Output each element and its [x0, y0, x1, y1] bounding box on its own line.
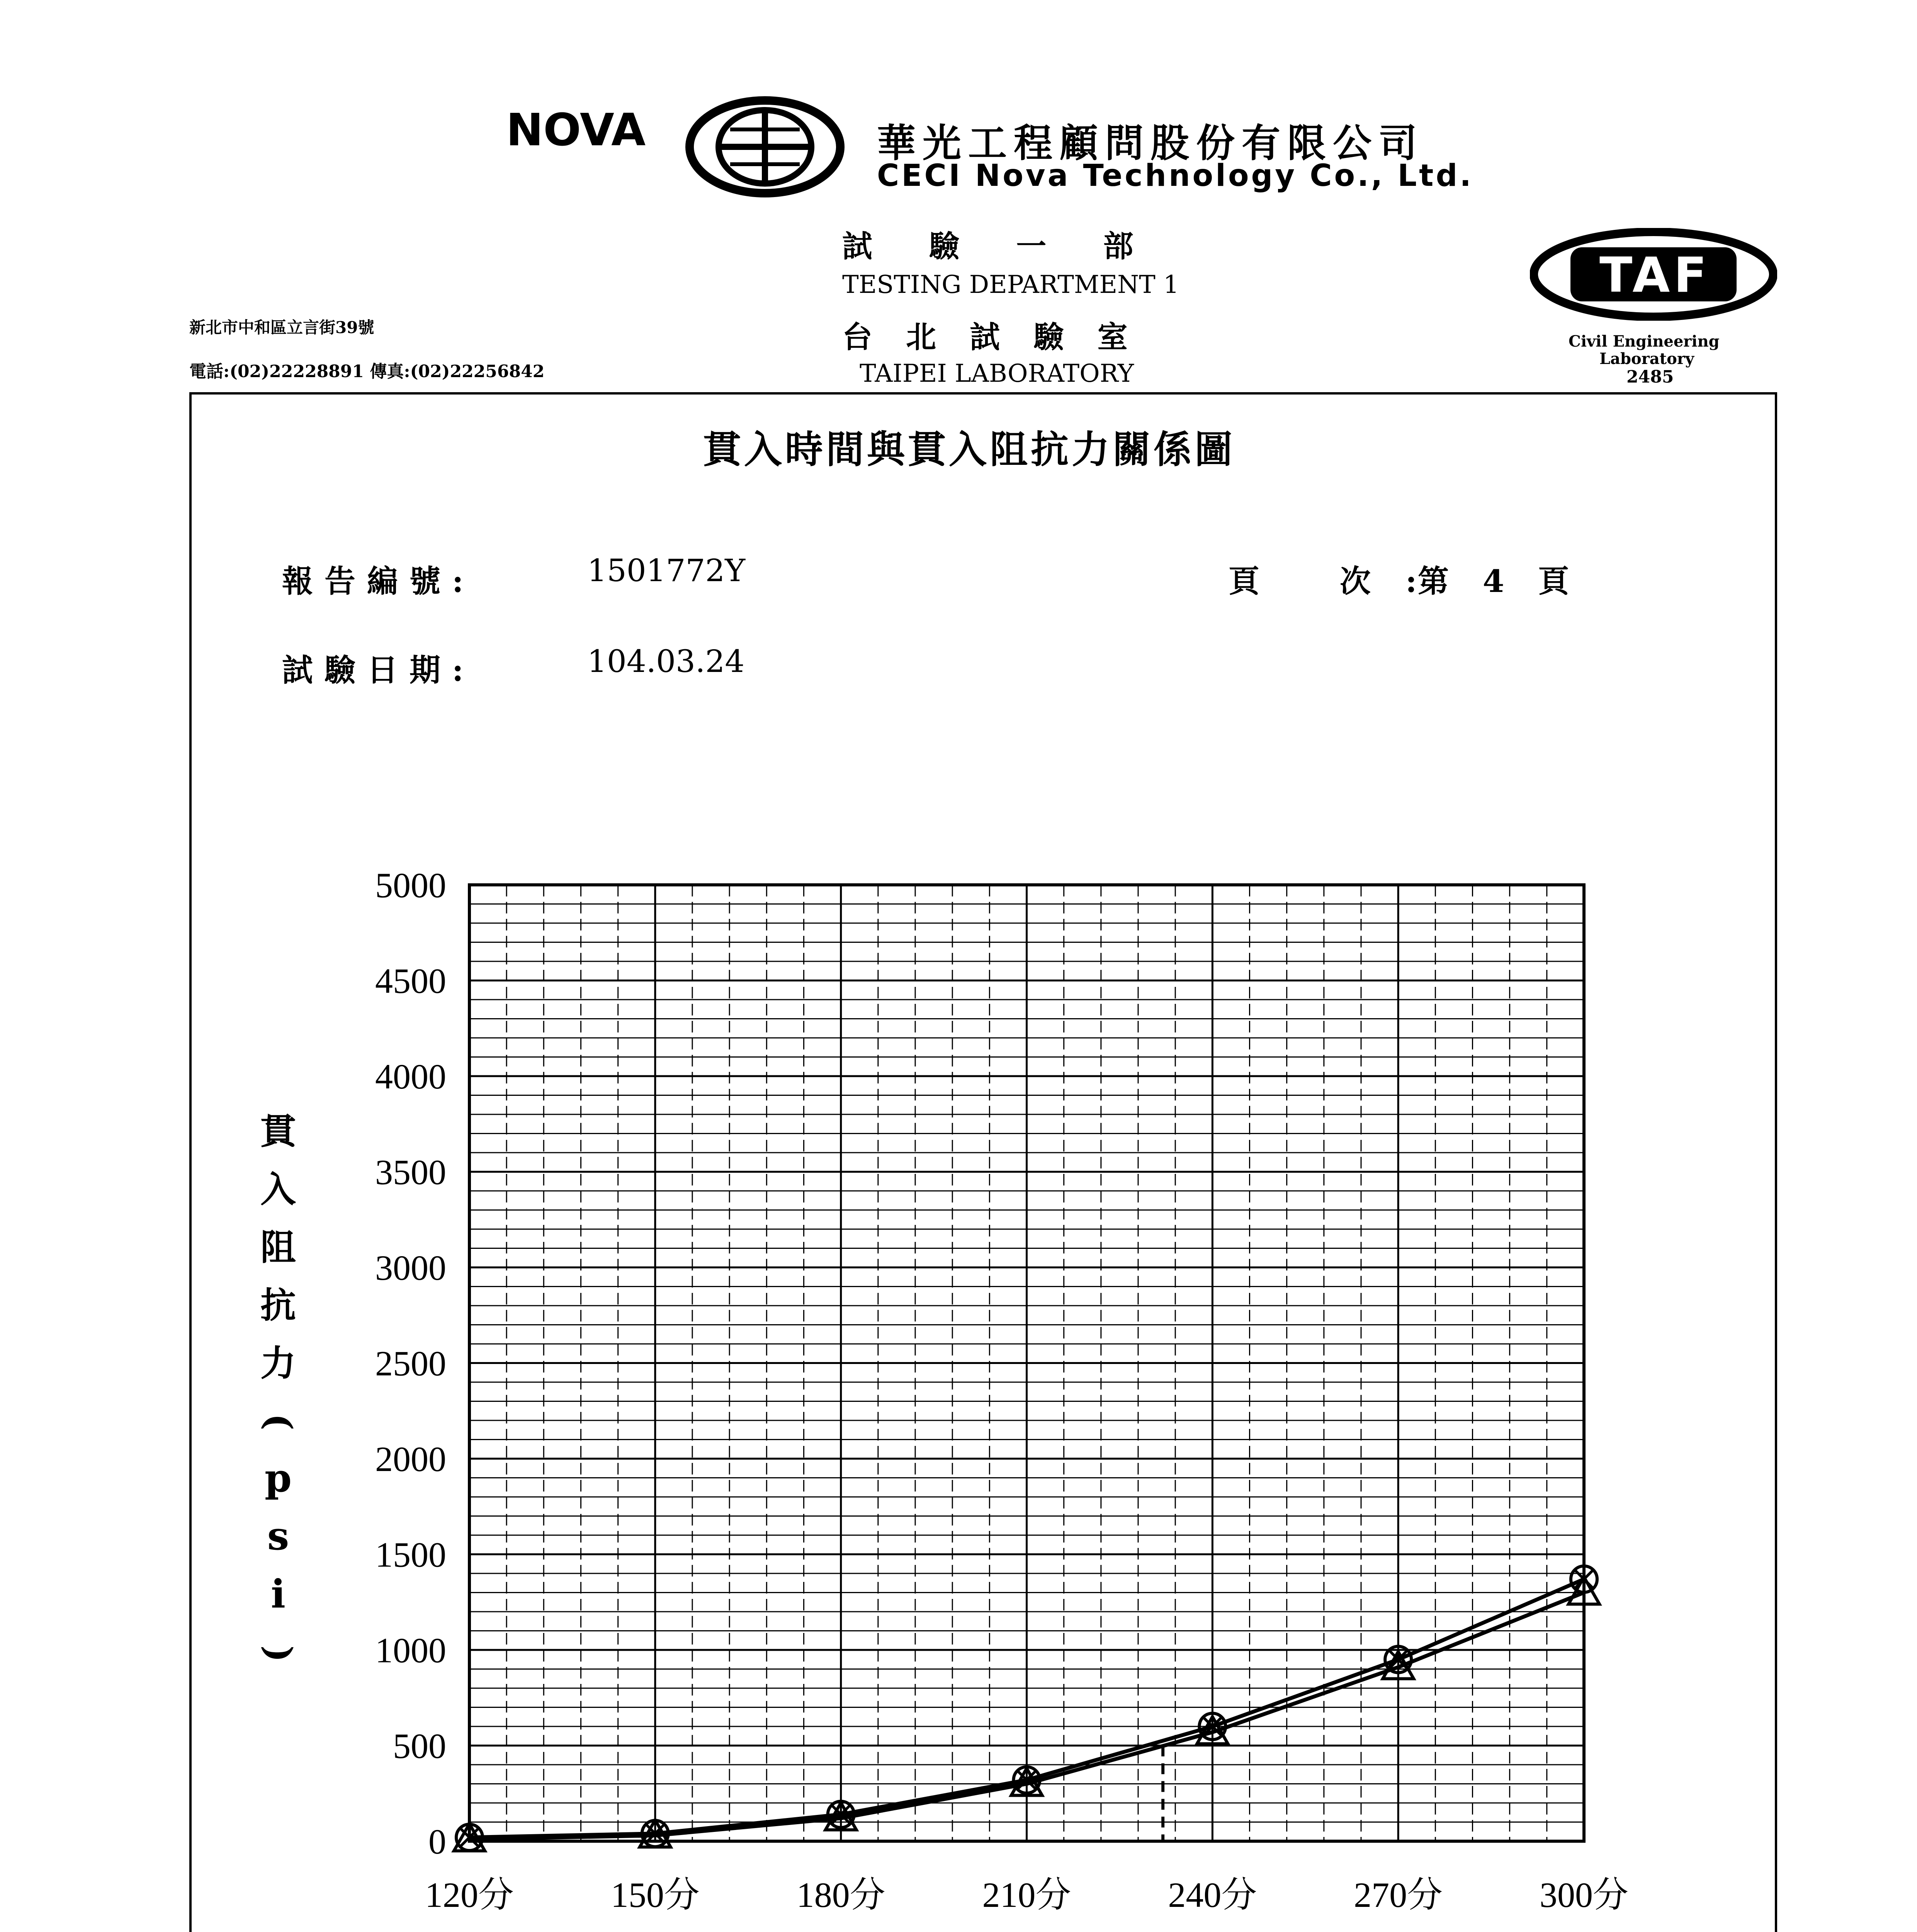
x-tick-label: 180分: [796, 1875, 885, 1915]
page-number: 第 4 頁: [1418, 563, 1581, 599]
department-zh: 試 驗 一 部: [842, 229, 1157, 264]
x-tick-label: 300分: [1539, 1875, 1629, 1915]
department-en: TESTING DEPARTMENT 1: [842, 270, 1179, 299]
x-tick-label: 270分: [1354, 1875, 1443, 1915]
y-tick-label: 4000: [375, 1057, 446, 1096]
y-tick-label: 2000: [375, 1439, 446, 1479]
company-name-zh: 華光工程顧問股份有限公司: [877, 121, 1424, 166]
brand-name: NOVA: [506, 104, 646, 156]
taf-lab-number: 2485: [1626, 367, 1674, 387]
y-tick-label: 2500: [375, 1344, 446, 1383]
page-label: 頁 次:: [1229, 563, 1452, 599]
y-tick-label: 0: [428, 1822, 446, 1861]
y-tick-label: 4500: [375, 961, 446, 1001]
y-axis-label-char: 阻: [260, 1226, 296, 1268]
x-tick-label: 210分: [982, 1875, 1071, 1915]
y-axis-label-char: 入: [260, 1168, 296, 1210]
x-tick-label: 150分: [610, 1875, 700, 1915]
report-title: 貫入時間與貫入阻抗力關係圖: [703, 427, 1236, 472]
y-tick-label: 1000: [375, 1631, 446, 1670]
taf-lab-line2: Laboratory: [1599, 350, 1694, 368]
laboratory-zh: 台 北 試 驗 室: [842, 320, 1139, 355]
y-axis-label-char: 抗: [260, 1284, 296, 1326]
x-tick-label: 240分: [1168, 1875, 1257, 1915]
y-axis-label-char: p: [265, 1455, 292, 1501]
y-axis-label-char: s: [267, 1513, 289, 1559]
taf-logo-text: TAF: [1599, 247, 1711, 303]
y-tick-label: 3000: [375, 1248, 446, 1287]
company-name-en: CECI Nova Technology Co., Ltd.: [877, 158, 1473, 193]
y-tick-label: 3500: [375, 1152, 446, 1192]
y-tick-label: 500: [393, 1726, 446, 1766]
x-tick-label: 120分: [425, 1875, 514, 1915]
y-tick-label: 5000: [375, 866, 446, 905]
y-axis-label-char: i: [271, 1571, 286, 1617]
test-date-label: 試驗日期:: [282, 652, 475, 688]
taf-lab-line1: Civil Engineering: [1569, 332, 1720, 350]
laboratory-en: TAIPEI LABORATORY: [860, 359, 1134, 388]
company-address: 新北市中和區立言街39號: [189, 318, 374, 337]
y-axis-label-char: 力: [260, 1342, 296, 1384]
test-date: 104.03.24: [587, 643, 745, 679]
y-tick-label: 1500: [375, 1535, 446, 1575]
y-axis-label-char: (: [258, 1413, 300, 1430]
y-axis-label-char: 貫: [260, 1111, 296, 1152]
report-number-label: 報告編號:: [282, 563, 475, 599]
y-axis-label-char: ): [258, 1645, 300, 1662]
company-phone-fax: 電話:(02)22228891 傳真:(02)22256842: [189, 362, 545, 381]
report-number: 1501772Y: [587, 553, 746, 588]
